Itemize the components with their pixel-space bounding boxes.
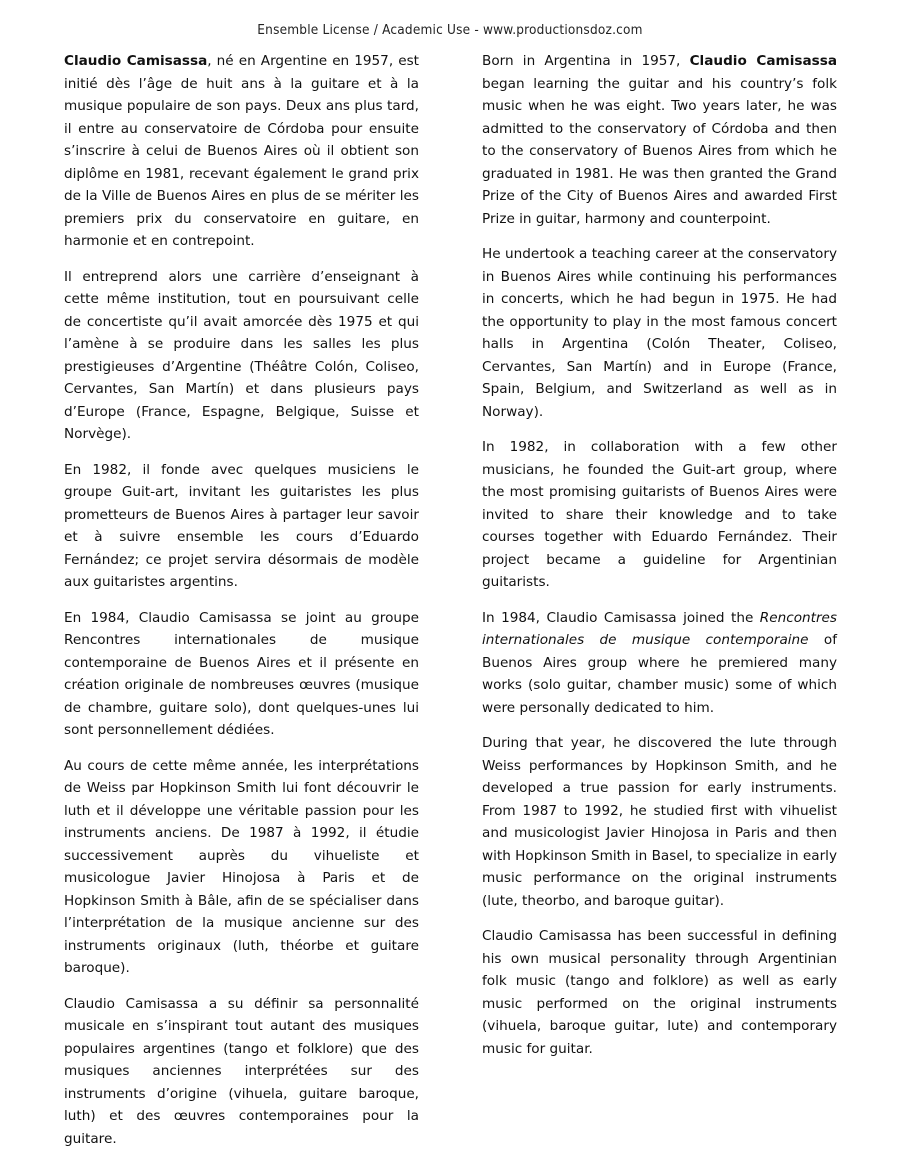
fr-paragraph-4: En 1984, Claudio Camisassa se joint au groupe Rencontres internationales de musique contemporaine de Buenos Aires et il présente en création originale de nombreuses œuvres (musique de chambre, guitare solo), dont quelques-unes lui sont personnellement dédiées. bbox=[64, 609, 419, 738]
en-paragraph-4-text: of Buenos Aires group where he premiered many works (solo guitar, chamber music) some of which were personally dedicated to him. bbox=[482, 632, 837, 716]
fr-paragraph-6: Claudio Camisassa a su définir sa personnalité musicale en s’inspirant tout autant des musiques populaires argentines (tango et folklore) que des musiques anciennes interprétées sur des instruments d’origine (vihuela, guitare baroque, luth) et des œuvres contemporaines pour la guitare. bbox=[64, 995, 419, 1147]
fr-paragraph-3: En 1982, il fonde avec quelques musiciens le groupe Guit-art, invitant les guitaristes les plus prometteurs de Buenos Aires à partager leur savoir et à suivre ensemble les cours d’Eduardo Fernández; ce projet servira désormais de modèle aux guitaristes argentins. bbox=[64, 461, 419, 590]
en-paragraph-4 bbox=[482, 607, 837, 720]
fr-paragraph-2: Il entreprend alors une carrière d’enseignant à cette même institution, tout en poursuivant celle de concertiste qu’il avait amorcée dès 1975 et qui l’amène à se produire dans les salles les plus prestigieuses d’Argentine (Théâtre Colón, Coliseo, Cervantes, San Martín) et dans plusieurs pays d’Europe (France, Espagne, Belgique, Suisse et Norvège). bbox=[64, 268, 419, 442]
fr-paragraph-1-text: , né en Argentine en 1957, est initié dès l’âge de huit ans à la guitare et à la musique populaire de son pays. Deux ans plus tard, il entre au conservatoire de Córdoba pour ensuite s’inscrire à celui de Buenos Aires où il obtient son diplôme en 1981, recevant également le grand prix de la Ville de Buenos Aires en plus de se mériter les premiers prix du conservatoire en guitare, en harmonie et en contrepoint. bbox=[64, 53, 420, 249]
english-column bbox=[482, 50, 837, 1073]
en-artist-name: Claudio Camisassa bbox=[689, 53, 837, 69]
fr-artist-name: Claudio Camisassa bbox=[64, 53, 208, 69]
fr-paragraph-1 bbox=[64, 50, 419, 253]
page-header: Ensemble License / Academic Use - www.productionsdoz.com bbox=[257, 22, 643, 38]
en-paragraph-2: He undertook a teaching career at the conservatory in Buenos Aires while continuing his performances in concerts, which he had begun in 1975. He had the opportunity to play in the most famous concert halls in Argentina (Colón Theater, Coliseo, Cervantes, San Martín) and in Europe (France, Spain, Belgium, and Switzerland as well as in Norway). bbox=[482, 246, 837, 420]
en-paragraph-1-text: began learning the guitar and his country’s folk music when he was eight. Two years later, he was admitted to the conservatory of Córdoba and then to the conservatory of Buenos Aires from which he graduated in 1981. He was then granted the Grand Prize of the City of Buenos Aires and awarded First Prize in guitar, harmony and counterpoint. bbox=[482, 75, 837, 227]
en-paragraph-1 bbox=[482, 50, 837, 230]
fr-paragraph-5: Au cours de cette même année, les interprétations de Weiss par Hopkinson Smith lui font découvrir le luth et il développe une véritable passion pour les instruments anciens. De 1987 à 1992, il étudie successivement auprès du vihueliste et musicologue Javier Hinojosa à Paris et de Hopkinson Smith à Bâle, afin de se spécialiser dans l’interprétation de la musique ancienne sur des instruments originaux (luth, théorbe et guitare baroque). bbox=[64, 757, 419, 976]
en-paragraph-1-intro: Born in Argentina in 1957, bbox=[482, 53, 690, 69]
en-festival-name: Rencontres internationales de musique contemporaine bbox=[482, 609, 837, 648]
french-column bbox=[64, 50, 419, 1163]
en-paragraph-6: Claudio Camisassa has been successful in defining his own musical personality through Argentinian folk music (tango and folklore) as well as early music performed on the original instruments (vihuela, baroque guitar, lute) and contemporary music for guitar. bbox=[482, 928, 837, 1057]
en-paragraph-3: In 1982, in collaboration with a few other musicians, he founded the Guit-art group, where the most promising guitarists of Buenos Aires were invited to share their knowledge and to take courses together with Eduardo Fernández. Their project became a guideline for Argentinian guitarists. bbox=[482, 439, 837, 590]
en-paragraph-5: During that year, he discovered the lute through Weiss performances by Hopkinson Smith, and he developed a true passion for early instruments. From 1987 to 1992, he studied first with vihuelist and musicologist Javier Hinojosa in Paris and then with Hopkinson Smith in Basel, to specialize in early music performance on the original instruments (lute, theorbo, and baroque guitar). bbox=[482, 735, 837, 909]
en-paragraph-4-intro: In 1984, Claudio Camisassa joined the bbox=[482, 609, 760, 626]
